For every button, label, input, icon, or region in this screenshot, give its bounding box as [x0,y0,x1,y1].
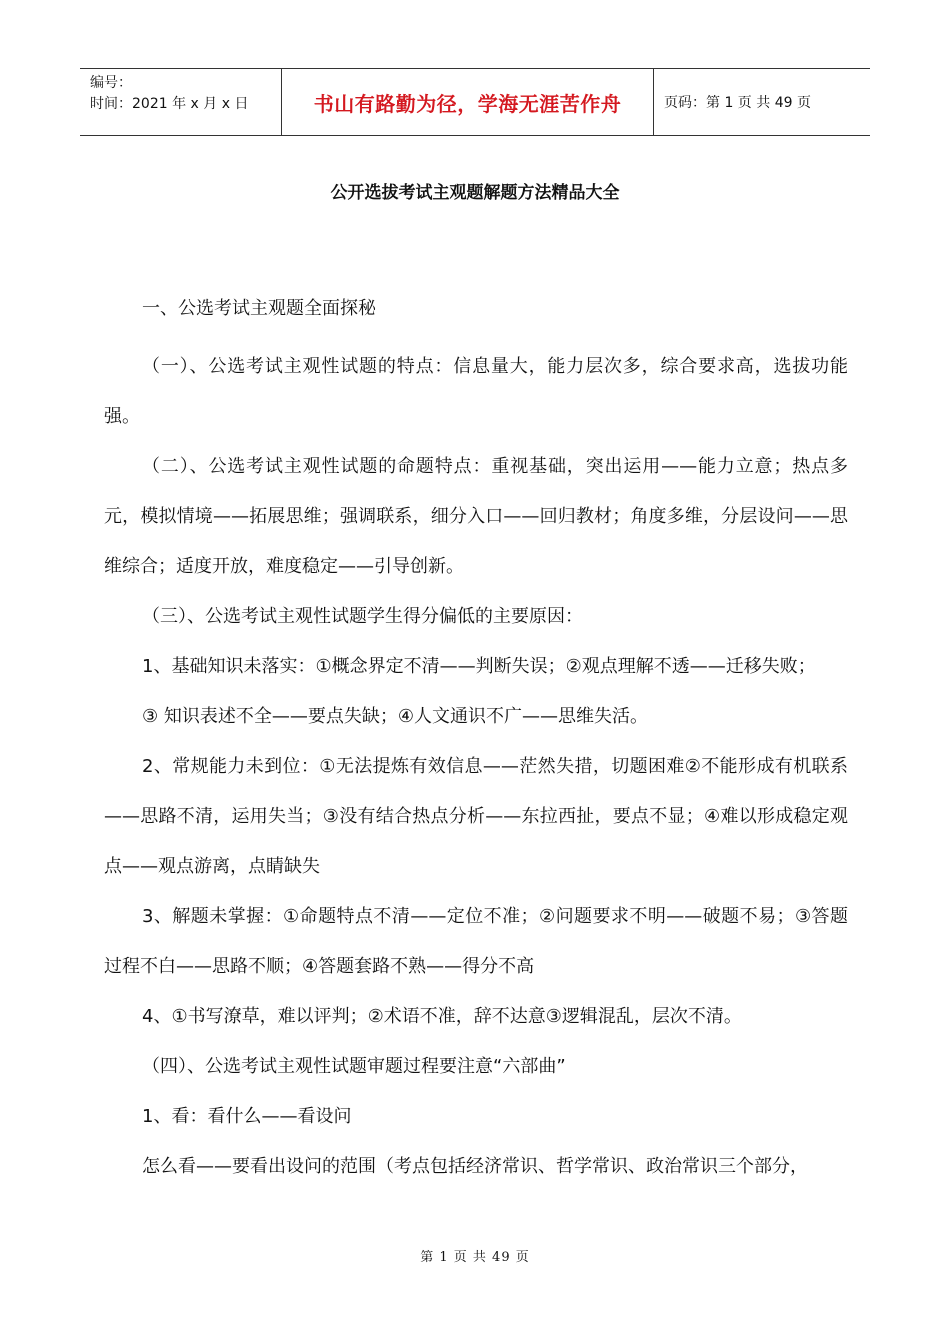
header-page-info: 页码：第 1 页 共 49 页 [664,95,811,111]
document-number-label: 编号： [90,75,132,91]
body-paragraph: 2、常规能力未到位：①无法提炼有效信息——茫然失措，切题困难②不能形成有机联系——思路不清，运用失当；③没有结合热点分析——东拉西扯，要点不显；④难以形成稳定观点——观点游离，点睛缺失 [104,756,848,877]
body-paragraph: 1、基础知识未落实：①概念界定不清——判断失误；②观点理解不透——迁移失败； [142,656,816,677]
document-date: 时间：2021 年 x 月 x 日 [90,96,249,112]
section-heading: 一、公选考试主观题全面探秘 [142,298,376,319]
header-motto: 书山有路勤为径，学海无涯苦作舟 [282,69,654,135]
body-paragraph: （一）、公选考试主观性试题的特点：信息量大，能力层次多，综合要求高，选拔功能强。 [104,356,848,427]
body-paragraph: 4、①书写潦草，难以评判；②术语不准，辞不达意③逻辑混乱，层次不清。 [142,1006,742,1027]
header-meta-cell [80,69,282,135]
header-table [80,68,870,136]
body-paragraph: 怎么看——要看出设问的范围（考点包括经济常识、哲学常识、政治常识三个部分， [142,1156,808,1177]
body-paragraph: （三）、公选考试主观性试题学生得分偏低的主要原因： [142,606,583,627]
body-paragraph: ③ 知识表述不全——要点失缺；④人文通识不广——思维失活。 [142,706,648,727]
body-paragraph: 1、看：看什么——看设问 [142,1106,352,1127]
page-footer: 第 1 页 共 49 页 [420,1250,530,1265]
body-paragraph: （二）、公选考试主观性试题的命题特点：重视基础，突出运用——能力立意；热点多元，模拟情境——拓展思维；强调联系，细分入口——回归教材；角度多维，分层设问——思维综合；适度开放，难度稳定——引导创新。 [104,456,848,577]
body-paragraph: 3、解题未掌握：①命题特点不清——定位不准；②问题要求不明——破题不易；③答题过程不白——思路不顺；④答题套路不熟——得分不高 [104,906,848,977]
body-paragraph: （四）、公选考试主观性试题审题过程要注意“六部曲” [142,1056,566,1077]
document-body [104,284,848,1192]
document-title: 公开选拔考试主观题解题方法精品大全 [330,183,620,203]
